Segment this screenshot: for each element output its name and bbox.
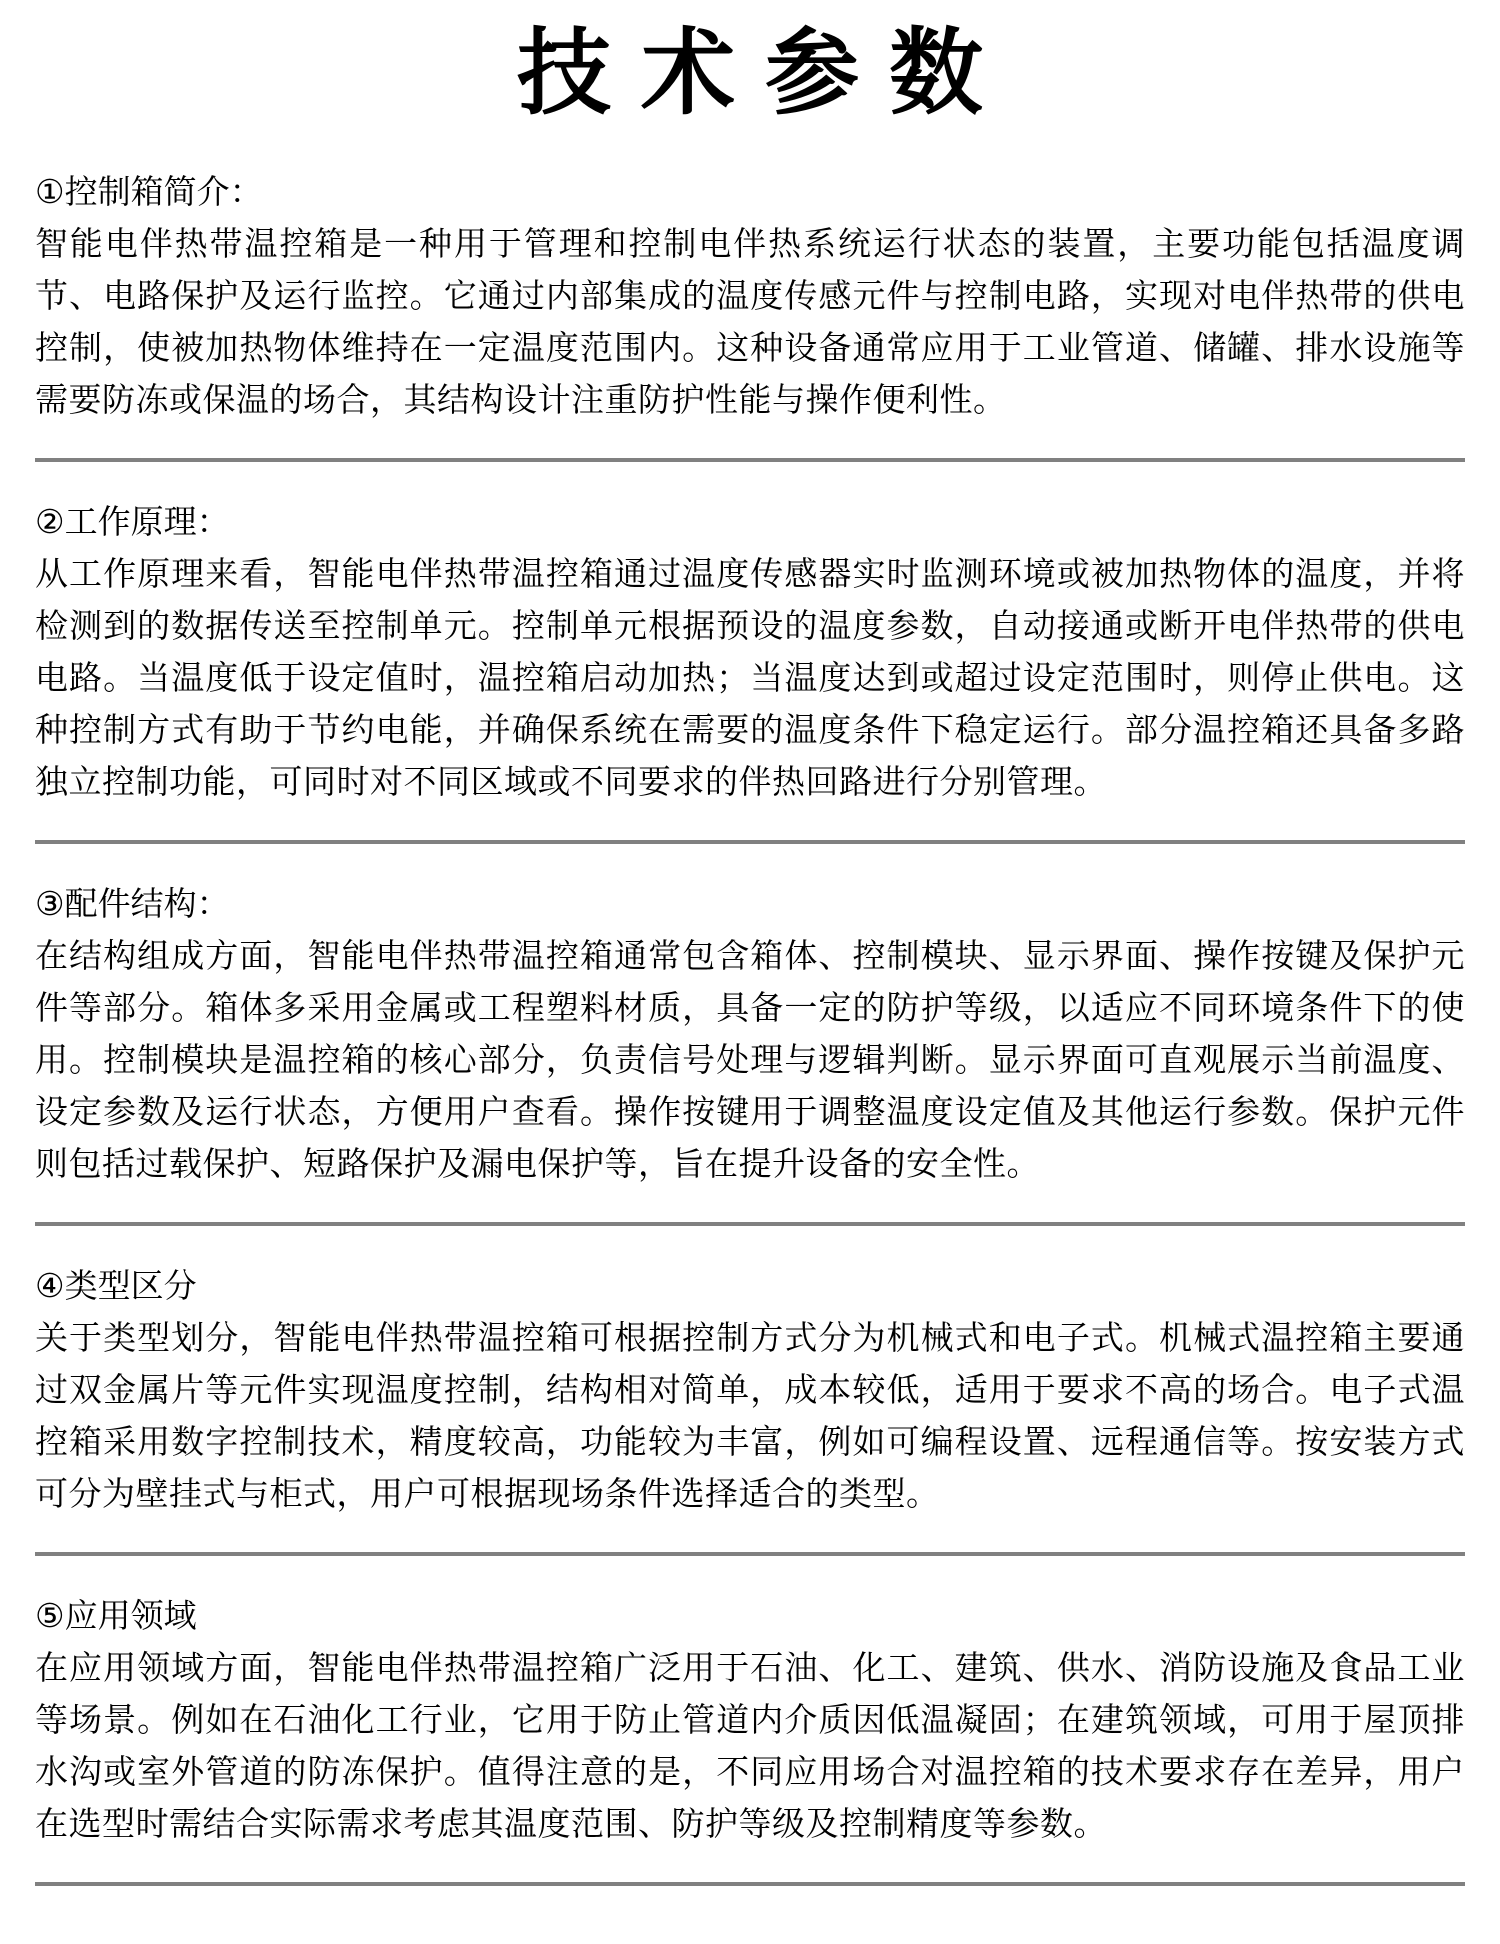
section-control-box-intro — [35, 132, 1465, 462]
page-title: 技术参数 — [516, 20, 1013, 125]
section-type-classification-body: 关于类型划分，智能电伴热带温控箱可根据控制方式分为机械式和电子式。机械式温控箱主要通过双金属片等元件实现温度控制，结构相对简单，成本较低，适用于要求不高的场合。电子式温控箱采用数字控制技术，精度较高，功能较为丰富，例如可编程设置、远程通信等。按安装方式可分为壁挂式与柜式，用户可根据现场条件选择适合的类型。 — [35, 1319, 1465, 1512]
section-working-principle — [35, 462, 1465, 844]
section-component-structure-body: 在结构组成方面，智能电伴热带温控箱通常包含箱体、控制模块、显示界面、操作按键及保护元件等部分。箱体多采用金属或工程塑料材质，具备一定的防护等级，以适应不同环境条件下的使用。控制模块是温控箱的核心部分，负责信号处理与逻辑判断。显示界面可直观展示当前温度、设定参数及运行状态，方便用户查看。操作按键用于调整温度设定值及其他运行参数。保护元件则包括过载保护、短路保护及漏电保护等，旨在提升设备的安全性。 — [35, 937, 1465, 1182]
section-application-fields-body: 在应用领域方面，智能电伴热带温控箱广泛用于石油、化工、建筑、供水、消防设施及食品工业等场景。例如在石油化工行业，它用于防止管道内介质因低温凝固；在建筑领域，可用于屋顶排水沟或室外管道的防冻保护。值得注意的是，不同应用场合对温控箱的技术要求存在差异，用户在选型时需结合实际需求考虑其温度范围、防护等级及控制精度等参数。 — [35, 1649, 1465, 1842]
section-control-box-intro-heading: ①控制箱简介： — [35, 173, 263, 210]
section-type-classification — [35, 1226, 1465, 1556]
section-component-structure — [35, 844, 1465, 1226]
section-working-principle-body: 从工作原理来看，智能电伴热带温控箱通过温度传感器实时监测环境或被加热物体的温度，并将检测到的数据传送至控制单元。控制单元根据预设的温度参数，自动接通或断开电伴热带的供电电路。当温度低于设定值时，温控箱启动加热；当温度达到或超过设定范围时，则停止供电。这种控制方式有助于节约电能，并确保系统在需要的温度条件下稳定运行。部分温控箱还具备多路独立控制功能，可同时对不同区域或不同要求的伴热回路进行分别管理。 — [35, 555, 1465, 800]
section-working-principle-heading: ②工作原理： — [35, 503, 230, 540]
section-application-fields — [35, 1556, 1465, 1886]
section-application-fields-heading: ⑤应用领域 — [35, 1597, 197, 1634]
document-page — [35, 0, 1465, 1886]
section-type-classification-heading: ④类型区分 — [35, 1267, 197, 1304]
section-control-box-intro-body: 智能电伴热带温控箱是一种用于管理和控制电伴热系统运行状态的装置，主要功能包括温度调节、电路保护及运行监控。它通过内部集成的温度传感元件与控制电路，实现对电伴热带的供电控制，使被加热物体维持在一定温度范围内。这种设备通常应用于工业管道、储罐、排水设施等需要防冻或保温的场合，其结构设计注重防护性能与操作便利性。 — [35, 225, 1465, 418]
section-component-structure-heading: ③配件结构： — [35, 885, 230, 922]
